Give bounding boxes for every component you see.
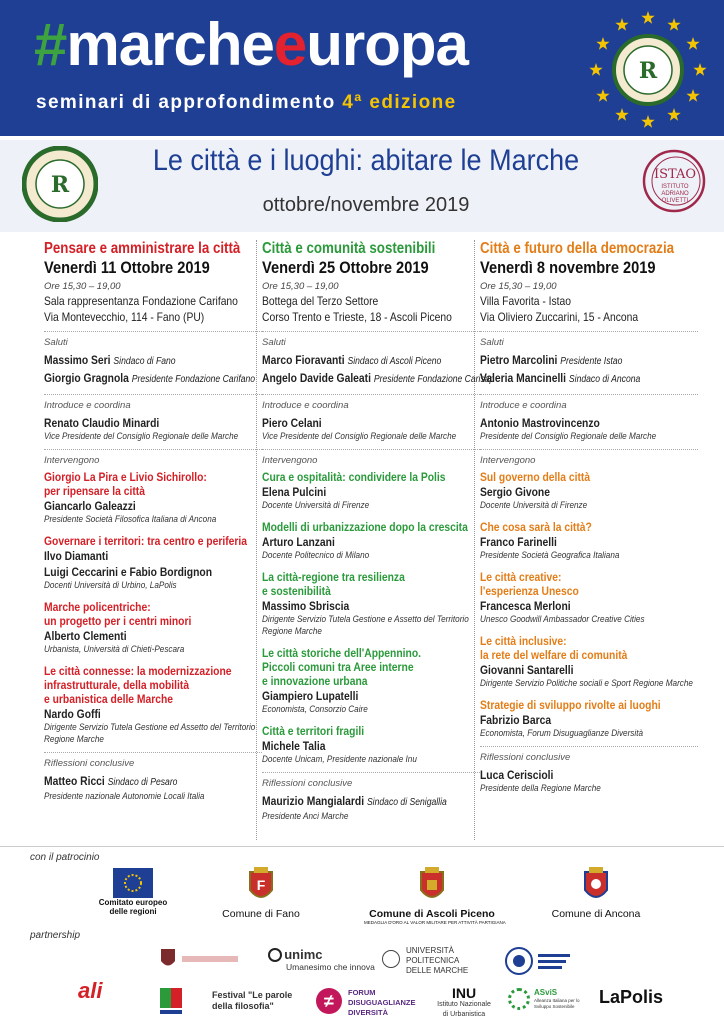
talk-topic: un progetto per i centri minori xyxy=(44,614,192,628)
speaker-role: Vice Presidente del Consiglio Regionale delle Marche xyxy=(262,431,457,442)
seminar-time: Ore 15,30 – 19,00 xyxy=(44,281,121,292)
speaker-role: Docenti Università di Urbino, LaPolis xyxy=(44,580,177,591)
talk-topic: Marche policentriche: xyxy=(44,600,151,614)
ancona-name: Comune di Ancona xyxy=(551,908,641,920)
ancona-logo xyxy=(546,866,646,920)
seminar-date: Venerdì 25 Ottobre 2019 xyxy=(262,258,429,277)
seminar-title: Città e comunità sostenibili xyxy=(262,240,436,257)
speaker-role: Presidente del Consiglio Regionale delle Marche xyxy=(480,431,657,442)
section-label: Riflessioni conclusive xyxy=(44,758,135,769)
talk-topic: Città e territori fragili xyxy=(262,724,365,738)
talk-topic: Le città connesse: la modernizzazione xyxy=(44,664,232,678)
speaker-name: Fabrizio Barca xyxy=(480,713,552,727)
section-label: Introduce e coordina xyxy=(262,400,349,411)
section-label: Intervengono xyxy=(480,455,536,466)
inu-name: INU xyxy=(451,985,477,1001)
speaker-name: Renato Claudio Minardi xyxy=(44,416,160,430)
speaker-role: Presidente nazionale Autonomie Locali Italia xyxy=(44,791,205,802)
speaker-name: Nardo Goffi xyxy=(44,707,101,721)
inu-sub-1: Istituto Nazionale xyxy=(437,1001,491,1008)
venue-line: Villa Favorita - Istao xyxy=(480,294,572,308)
venue-address: Corso Trento e Trieste, 18 - Ascoli Piceno xyxy=(262,310,452,324)
istao-logo xyxy=(640,148,710,214)
seminar-column-3 xyxy=(480,240,698,795)
fdd-line-3: DIVERSITÀ xyxy=(348,1008,389,1017)
fano-logo xyxy=(216,866,306,920)
ancona-crest-icon xyxy=(581,866,611,906)
svg-text:R: R xyxy=(638,58,658,84)
seminar-time: Ore 15,30 – 19,00 xyxy=(262,281,339,292)
speaker-name: Giovanni Santarelli xyxy=(480,663,574,677)
festival-line-2: della filosofia" xyxy=(212,1001,274,1011)
fdd-icon: ≠ xyxy=(316,988,342,1014)
istao-sub-1: ISTITUTO xyxy=(661,184,689,190)
speaker-name: Luigi Ceccarini e Fabio Bordignon xyxy=(44,565,213,579)
speaker-name: Arturo Lanzani xyxy=(262,535,335,549)
greetings-section xyxy=(480,331,698,388)
inu-logo xyxy=(434,986,494,1020)
speakers-section xyxy=(480,449,698,740)
eu-stars-seal-logo xyxy=(586,8,710,132)
speaker-role: Presidente Società Filosofica Italiana di Ancona xyxy=(44,514,217,525)
subtitle-text: seminari di approfondimento xyxy=(36,92,336,113)
cor-logo xyxy=(88,868,178,916)
speaker-name: Francesca Merloni xyxy=(480,599,571,613)
talk-topic: Che cosa sarà la città? xyxy=(480,520,592,534)
speaker-name: Giampiero Lupatelli xyxy=(262,689,359,703)
talk-topic: e urbanistica delle Marche xyxy=(44,692,174,706)
brand-title xyxy=(34,10,468,80)
venue-line: Bottega del Terzo Settore xyxy=(262,294,379,308)
speaker-role: Presidente della Regione Marche xyxy=(480,783,601,794)
inu-sub-2: di Urbanistica xyxy=(442,1011,486,1018)
greetings-section xyxy=(262,331,495,388)
anci-logo xyxy=(158,986,184,1016)
talk-topic: Cura e ospitalità: condividere la Polis xyxy=(262,470,446,484)
talk-topic: Le città creative: xyxy=(480,570,562,584)
speaker-name: Luca Ceriscioli xyxy=(480,768,554,782)
talk-topic: l'esperienza Unesco xyxy=(480,584,579,598)
speaker-role: Presidente Anci Marche xyxy=(262,811,349,822)
univpm-logo xyxy=(382,946,472,976)
speaker-role: Dirigente Servizio Tutela Gestione e Assetto del Territorio xyxy=(262,614,469,625)
section-label: Riflessioni conclusive xyxy=(262,778,353,789)
speaker-name: Michele Talia xyxy=(262,739,326,753)
speaker-role: Dirigente Servizio Tutela Gestione ed Assetto del Territorio xyxy=(44,722,256,733)
partnership-label: partnership xyxy=(30,930,81,941)
seminar-column-1 xyxy=(44,240,262,803)
patronage-label: con il patrocinio xyxy=(30,852,100,863)
speaker-role: Regione Marche xyxy=(44,734,104,745)
eu-star-icon xyxy=(667,18,680,31)
fdd-line-1: FORUM xyxy=(348,988,376,997)
eu-star-icon xyxy=(596,37,609,50)
seminar-column-2 xyxy=(262,240,495,823)
consiglio-regionale-seal-logo xyxy=(22,146,98,222)
cor-name-2: delle regioni xyxy=(109,907,157,916)
seminar-title: Pensare e amministrare la città xyxy=(44,240,241,257)
section-label: Intervengono xyxy=(44,455,100,466)
speaker-name: Valeria Mancinelli Sindaco di Ancona xyxy=(480,371,641,385)
eu-star-icon xyxy=(615,108,628,121)
ascoli-crest-icon xyxy=(417,866,447,906)
asvis-logo xyxy=(508,988,584,1010)
eu-star-icon xyxy=(667,108,680,121)
intro-section xyxy=(44,394,262,443)
istao-wordmark: ISTAO xyxy=(653,167,697,182)
speaker-name: Sergio Givone xyxy=(480,485,550,499)
talk-topic: infrastrutturale, della mobilità xyxy=(44,678,190,692)
speaker-name: Antonio Mastrovincenzo xyxy=(480,416,600,430)
eu-star-icon xyxy=(686,89,699,102)
speaker-name: Piero Celani xyxy=(262,416,322,430)
speaker-name: Franco Farinelli xyxy=(480,535,557,549)
subject-title: Le città e i luoghi: abitare le Marche xyxy=(152,144,580,177)
speaker-name: Elena Pulcini xyxy=(262,485,327,499)
univpm-name-1: UNIVERSITÀ xyxy=(406,946,455,955)
speaker-name: Maurizio Mangialardi Sindaco di Senigallia xyxy=(262,794,447,808)
closing-section xyxy=(262,772,480,823)
section-label: Saluti xyxy=(44,337,68,348)
seminar-date: Venerdì 8 novembre 2019 xyxy=(480,258,656,277)
unimc-motto: Umanesimo che innova xyxy=(286,962,375,972)
talk-topic: Giorgio La Pira e Livio Sichirollo: xyxy=(44,470,207,484)
speaker-name: Massimo Seri Sindaco di Fano xyxy=(44,353,176,367)
edition: 4ª edizione xyxy=(342,92,457,113)
festival-logo xyxy=(212,990,312,1012)
speaker-name: Massimo Sbriscia xyxy=(262,599,350,613)
partner-shield-logo xyxy=(158,946,242,972)
svg-text:F: F xyxy=(256,877,266,893)
talk-topic: Le città storiche dell'Appennino. xyxy=(262,646,421,660)
brand-part-2: uropa xyxy=(306,11,468,78)
speaker-name: Giancarlo Galeazzi xyxy=(44,499,136,513)
speaker-role: Vice Presidente del Consiglio Regionale delle Marche xyxy=(44,431,239,442)
brand-e: e xyxy=(273,11,307,78)
seminar-time: Ore 15,30 – 19,00 xyxy=(480,281,557,292)
fano-crest-icon xyxy=(246,866,276,906)
unimc-icon xyxy=(268,948,282,962)
ascoli-logo xyxy=(364,866,506,925)
fdd-logo xyxy=(316,988,416,1018)
talk-topic: e innovazione urbana xyxy=(262,674,368,688)
period: ottobre/novembre 2019 xyxy=(262,194,470,216)
speaker-role: Docente Unicam, Presidente nazionale Inu xyxy=(262,754,417,765)
speakers-section xyxy=(262,449,480,766)
brand-part-1: marche xyxy=(66,11,274,78)
section-label: Riflessioni conclusive xyxy=(480,752,571,763)
eu-star-icon xyxy=(615,18,628,31)
venue-line: Sala rappresentanza Fondazione Carifano xyxy=(44,294,238,308)
speaker-role: Urbanista, Università di Chieti-Pescara xyxy=(44,644,185,655)
eu-flag-icon xyxy=(113,868,153,898)
uniurb-logo xyxy=(504,946,574,976)
festival-line-1: Festival "Le parole xyxy=(212,990,293,1000)
speaker-role: Economista, Consorzio Caire xyxy=(262,704,368,715)
talk-topic: Governare i territori: tra centro e periferia xyxy=(44,534,248,548)
speaker-name: Giorgio Gragnola Presidente Fondazione Carifano xyxy=(44,371,256,385)
talk-topic: Piccoli comuni tra Aree interne xyxy=(262,660,414,674)
unimc-logo xyxy=(268,948,378,972)
istao-sub-3: OLIVETTI xyxy=(661,198,689,204)
speaker-role: Docente Università di Firenze xyxy=(480,500,588,511)
speaker-name: Angelo Davide Galeati Presidente Fondazione Carisap xyxy=(262,371,495,385)
istao-sub-2: ADRIANO xyxy=(661,191,689,197)
brand-hash: # xyxy=(34,11,67,78)
speaker-name: Alberto Clementi xyxy=(44,629,127,643)
speaker-role: Docente Università di Firenze xyxy=(262,500,370,511)
ascoli-name: Comune di Ascoli Piceno xyxy=(369,908,495,920)
talk-topic: per ripensare la città xyxy=(44,484,145,498)
section-label: Saluti xyxy=(262,337,286,348)
speaker-name: Marco Fioravanti Sindaco di Ascoli Piceno xyxy=(262,353,442,367)
ali-name: ali xyxy=(78,978,103,1003)
closing-section xyxy=(480,746,698,795)
eu-star-icon xyxy=(686,37,699,50)
talk-topic: Sul governo della città xyxy=(480,470,591,484)
eu-star-icon xyxy=(641,115,654,128)
lapolis-logo xyxy=(596,986,666,1008)
speaker-role: Unesco Goodwill Ambassador Creative Cities xyxy=(480,614,645,625)
section-label: Introduce e coordina xyxy=(44,400,131,411)
asvis-sub: Alleanza Italiana per lo Sviluppo Sostenibile xyxy=(534,998,580,1009)
seminar-date: Venerdì 11 Ottobre 2019 xyxy=(44,258,210,277)
ali-logo xyxy=(78,978,138,1003)
asvis-name: ASviS xyxy=(534,988,558,997)
svg-text:R: R xyxy=(50,172,70,198)
fano-name: Comune di Fano xyxy=(222,908,300,920)
talk-topic: Le città inclusive: xyxy=(480,634,567,648)
talk-topic: Modelli di urbanizzazione dopo la crescita xyxy=(262,520,468,534)
fdd-line-2: DISUGUAGLIANZE xyxy=(348,998,416,1007)
greetings-section xyxy=(44,331,262,388)
eu-star-icon xyxy=(596,89,609,102)
ascoli-sub: MEDAGLIA D'ORO AL VALOR MILITARE PER ATTIVITÀ PARTIGIANA xyxy=(364,920,506,925)
lapolis-name: LaPolis xyxy=(598,987,664,1007)
subtitle xyxy=(36,92,457,114)
univpm-icon xyxy=(382,950,400,968)
unimc-name: unimc xyxy=(284,947,323,962)
univpm-name-2: POLITECNICA xyxy=(406,956,460,965)
speaker-role: Presidente Società Geografica Italiana xyxy=(480,550,620,561)
univpm-name-3: DELLE MARCHE xyxy=(406,966,469,975)
talk-topic: e sostenibilità xyxy=(262,584,331,598)
speaker-role: Economista, Forum Disuguaglianze Diversità xyxy=(480,728,644,739)
speaker-role: Docente Politecnico di Milano xyxy=(262,550,370,561)
speaker-name: Ilvo Diamanti xyxy=(44,549,109,563)
talk-topic: La città-regione tra resilienza xyxy=(262,570,405,584)
venue-address: Via Montevecchio, 114 - Fano (PU) xyxy=(44,310,205,324)
section-label: Introduce e coordina xyxy=(480,400,567,411)
speaker-role: Regione Marche xyxy=(262,626,322,637)
intro-section xyxy=(262,394,480,443)
closing-section xyxy=(44,752,262,803)
intro-section xyxy=(480,394,698,443)
seminar-title: Città e futuro della democrazia xyxy=(480,240,675,257)
speakers-section xyxy=(44,449,262,746)
section-label: Intervengono xyxy=(262,455,318,466)
section-label: Saluti xyxy=(480,337,504,348)
eu-star-icon xyxy=(693,63,706,76)
speaker-name: Matteo Ricci Sindaco di Pesaro xyxy=(44,774,178,788)
eu-star-icon xyxy=(641,11,654,24)
speaker-role: Dirigente Servizio Politiche sociali e Sport Regione Marche xyxy=(480,678,693,689)
speaker-name: Pietro Marcolini Presidente Istao xyxy=(480,353,623,367)
eu-star-icon xyxy=(589,63,602,76)
asvis-icon xyxy=(508,988,530,1010)
venue-address: Via Oliviero Zuccarini, 15 - Ancona xyxy=(480,310,639,324)
talk-topic: la rete del welfare di comunità xyxy=(480,648,628,662)
cor-name-1: Comitato europeo xyxy=(98,898,168,907)
talk-topic: Strategie di sviluppo rivolte ai luoghi xyxy=(480,698,661,712)
